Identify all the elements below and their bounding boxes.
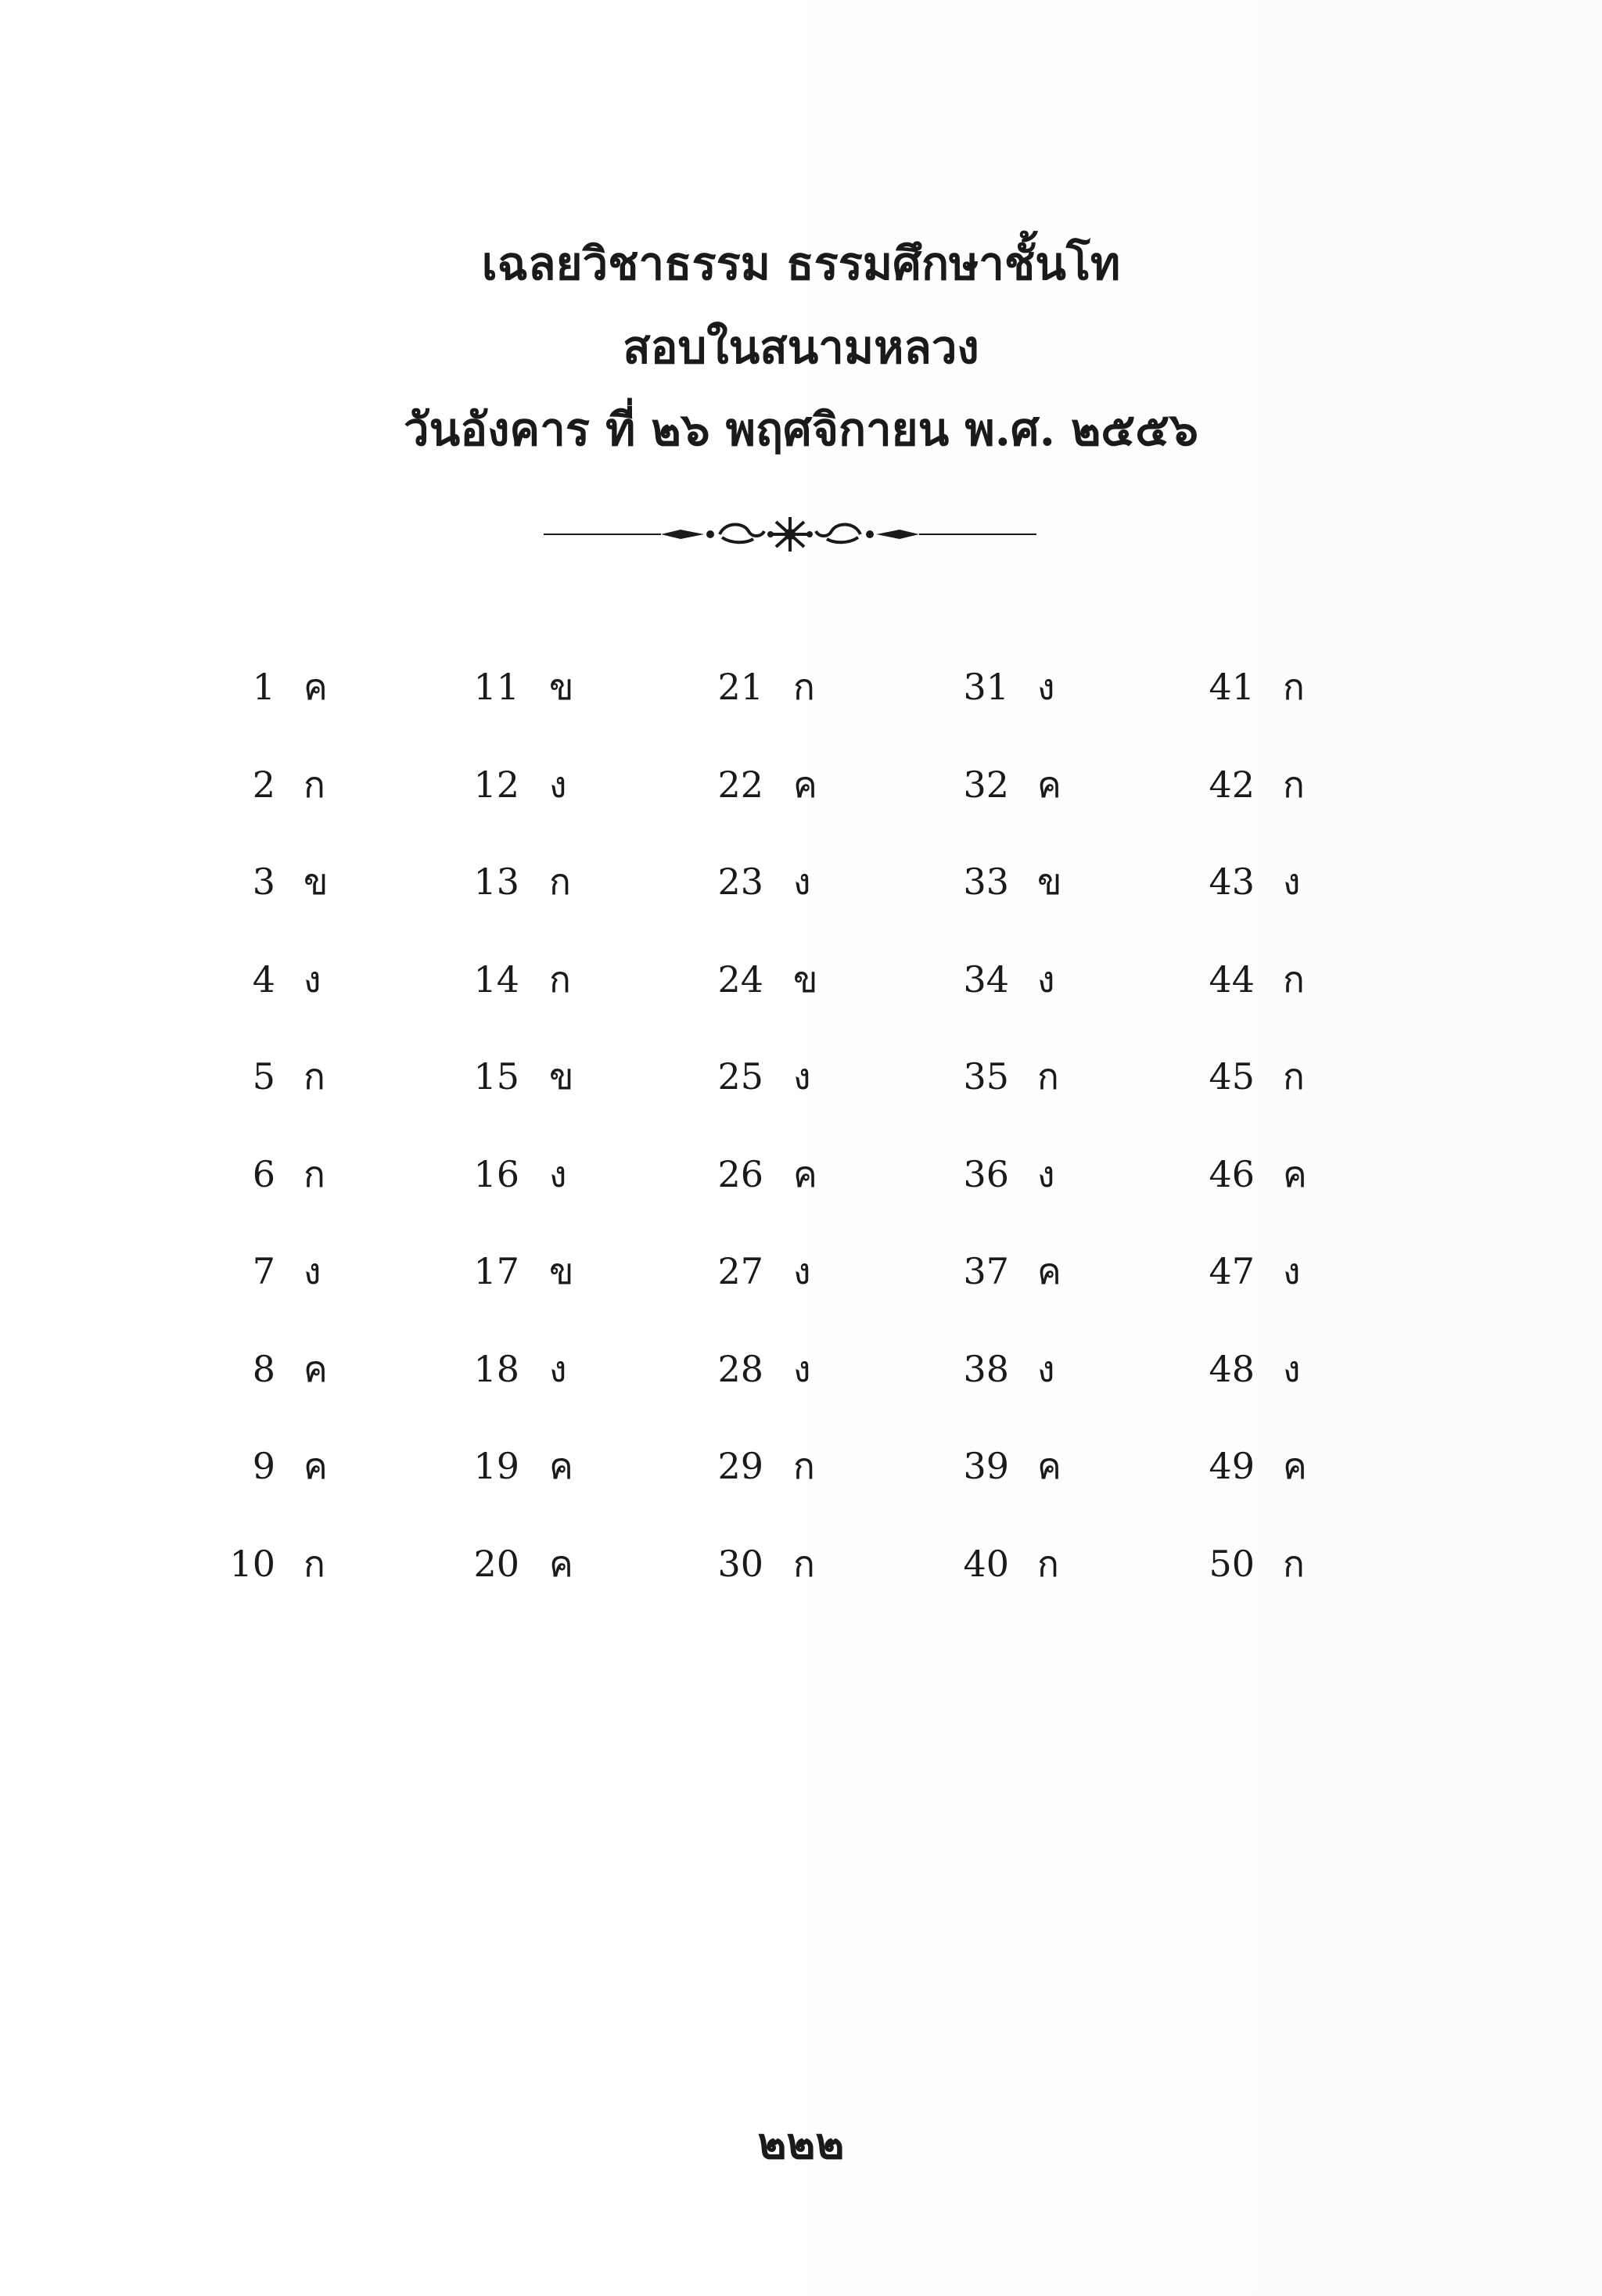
- exam-date: วันอังคาร ที่ ๒๖ พฤศจิกายน พ.ศ. ๒๕๕๖: [404, 403, 1198, 456]
- answer-number: 48: [1209, 1348, 1255, 1390]
- answer-number: 43: [1209, 861, 1255, 903]
- page-number: ๒๒๒: [757, 2118, 845, 2169]
- answer-number: 11: [473, 666, 519, 708]
- answer-number: 41: [1209, 666, 1255, 708]
- answer-number: 5: [252, 1055, 275, 1098]
- answer-number: 28: [717, 1348, 763, 1390]
- answer-number: 44: [1209, 958, 1255, 1001]
- answer-choice: ก: [549, 958, 571, 1001]
- answer-number: 21: [717, 666, 763, 708]
- answer-number: 31: [963, 666, 1009, 708]
- answer-choice: ง: [1283, 1348, 1301, 1390]
- answer-number: 32: [963, 764, 1009, 806]
- answer-number: 1: [252, 666, 275, 708]
- answer-number: 2: [252, 764, 275, 806]
- answer-number: 42: [1209, 764, 1255, 806]
- answer-number: 36: [963, 1153, 1009, 1195]
- answer-choice: ค: [1037, 1250, 1061, 1292]
- answer-number: 25: [717, 1055, 763, 1098]
- answer-choice: ข: [1037, 861, 1062, 903]
- answer-choice: ข: [304, 861, 329, 903]
- answer-number: 12: [473, 764, 519, 806]
- answer-choice: ง: [793, 1055, 811, 1098]
- answer-number: 33: [963, 861, 1009, 903]
- answer-choice: ก: [1283, 1055, 1305, 1098]
- answer-number: 34: [963, 958, 1009, 1001]
- answer-number: 14: [473, 958, 519, 1001]
- answer-choice: ง: [1037, 666, 1055, 708]
- answer-choice: ค: [1283, 1445, 1307, 1487]
- answer-number: 18: [473, 1348, 519, 1390]
- answer-choice: ง: [793, 1348, 811, 1390]
- answer-choice: ก: [1283, 958, 1305, 1001]
- answer-choice: ง: [1283, 861, 1301, 903]
- answer-number: 3: [252, 861, 275, 903]
- answer-choice: ค: [793, 764, 817, 806]
- answer-number: 6: [252, 1153, 275, 1195]
- answer-choice: ง: [1037, 958, 1055, 1001]
- answer-choice: ง: [549, 1153, 567, 1195]
- answer-choice: ก: [1283, 666, 1305, 708]
- answer-choice: ก: [1283, 764, 1305, 806]
- answer-choice: ก: [549, 861, 571, 903]
- answer-choice: ก: [304, 1153, 325, 1195]
- answer-choice: ก: [304, 764, 325, 806]
- answer-number: 40: [963, 1543, 1009, 1585]
- answer-number: 50: [1209, 1543, 1255, 1585]
- answer-choice: ค: [549, 1445, 573, 1487]
- answer-number: 23: [717, 861, 763, 903]
- answer-number: 29: [717, 1445, 763, 1487]
- answer-choice: ง: [1283, 1250, 1301, 1292]
- answer-choice: ก: [1037, 1543, 1059, 1585]
- answer-number: 37: [963, 1250, 1009, 1292]
- answer-number: 49: [1209, 1445, 1255, 1487]
- answer-choice: ค: [1283, 1153, 1307, 1195]
- answer-choice: ก: [793, 666, 815, 708]
- answer-number: 15: [473, 1055, 519, 1098]
- answer-choice: ง: [549, 1348, 567, 1390]
- answer-choice: ก: [1283, 1543, 1305, 1585]
- answer-choice: ก: [304, 1543, 325, 1585]
- answer-choice: ง: [304, 1250, 321, 1292]
- answer-number: 26: [717, 1153, 763, 1195]
- answer-number: 22: [717, 764, 763, 806]
- exam-venue: สอบในสนามหลวง: [623, 321, 979, 374]
- answer-number: 39: [963, 1445, 1009, 1487]
- answer-number: 46: [1209, 1153, 1255, 1195]
- answer-number: 35: [963, 1055, 1009, 1098]
- answer-number: 38: [963, 1348, 1009, 1390]
- answer-number: 10: [229, 1543, 275, 1585]
- answer-number: 47: [1209, 1250, 1255, 1292]
- answer-choice: ก: [1037, 1055, 1059, 1098]
- answer-choice: ค: [793, 1153, 817, 1195]
- answer-choice: ง: [1037, 1153, 1055, 1195]
- answer-number: 30: [717, 1543, 763, 1585]
- answer-choice: ค: [1037, 764, 1061, 806]
- answer-choice: ง: [793, 1250, 811, 1292]
- answer-number: 27: [717, 1250, 763, 1292]
- answer-choice: ข: [549, 1250, 574, 1292]
- answer-choice: ง: [793, 861, 811, 903]
- answer-number: 16: [473, 1153, 519, 1195]
- answer-number: 24: [717, 958, 763, 1001]
- answer-choice: ก: [304, 1055, 325, 1098]
- answer-choice: ค: [304, 1348, 328, 1390]
- answer-choice: ง: [304, 958, 321, 1001]
- answer-choice: ก: [793, 1445, 815, 1487]
- answer-number: 19: [473, 1445, 519, 1487]
- answer-number: 45: [1209, 1055, 1255, 1098]
- answer-key-title: เฉลยวิชาธรรม ธรรมศึกษาชั้นโท: [481, 237, 1121, 290]
- answer-number: 8: [252, 1348, 275, 1390]
- answer-choice: ค: [304, 666, 328, 708]
- answer-number: 20: [473, 1543, 519, 1585]
- answer-number: 13: [473, 861, 519, 903]
- answer-number: 17: [473, 1250, 519, 1292]
- answer-number: 9: [252, 1445, 275, 1487]
- answer-choice: ค: [1037, 1445, 1061, 1487]
- answer-number: 4: [252, 958, 275, 1001]
- answer-choice: ก: [793, 1543, 815, 1585]
- answer-choice: ค: [549, 1543, 573, 1585]
- answer-number: 7: [252, 1250, 275, 1292]
- answer-choice: ข: [549, 1055, 574, 1098]
- answer-choice: ข: [549, 666, 574, 708]
- answer-choice: ง: [549, 764, 567, 806]
- answer-choice: ข: [793, 958, 818, 1001]
- answer-choice: ค: [304, 1445, 328, 1487]
- answer-choice: ง: [1037, 1348, 1055, 1390]
